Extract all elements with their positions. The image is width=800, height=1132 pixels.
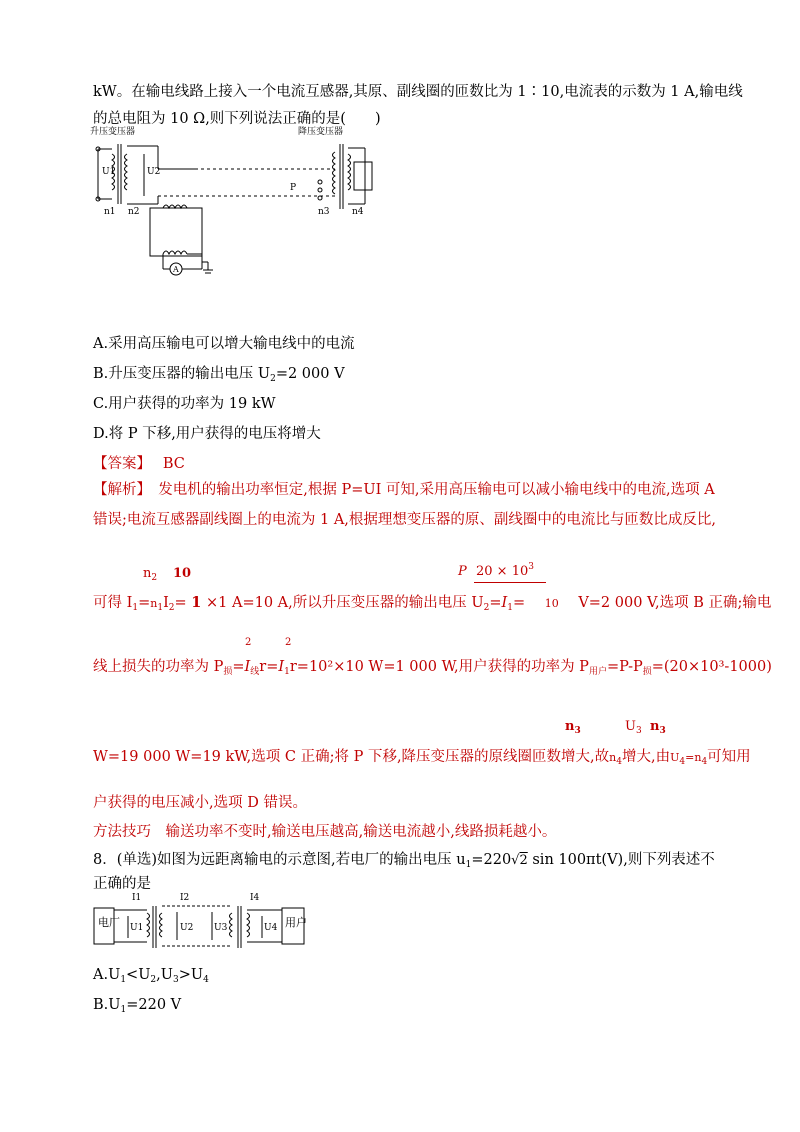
- user-label: 用户: [285, 916, 307, 929]
- analysis-line5: W=19 000 W=19 kW,选项 C 正确;将 P 下移,降压变压器的原线圈匝数增大,故$n_4$增大,由$U_4=n_4$可知用: [93, 749, 751, 767]
- label-n3: n3: [318, 207, 330, 217]
- q8-stem-line1: 8．(单选)如图为远距离输电的示意图,若电厂的输出电压 $u_1=220√2$ sin 100πt(V),则下列表述不: [93, 852, 715, 870]
- analysis-line2: 错误;电流互感器副线圈上的电流为 1 A,根据理想变压器的原、副线圈中的电流比与匝数比成反比,: [93, 512, 717, 528]
- step-up-label: 升压变压器: [90, 127, 136, 137]
- analysis-line6: 户获得的电压减小,选项 D 错误。: [93, 795, 307, 811]
- q7-option-c: C.用户获得的功率为 19 kW: [93, 396, 276, 412]
- q7-stem-line2: 的总电阻为 10 Ω,则下列说法正确的是( ): [93, 111, 381, 127]
- q8-option-b: $B.U_1=220$ V: [93, 997, 182, 1015]
- q8-option-a: $A.U_1<U_2,U_3>U_4$: [93, 967, 209, 985]
- q8-circuit-figure: [92, 888, 312, 958]
- analysis-line4: 线上损失的功率为 $P_损=I_线r=I_1r=10^2\times 10$ W=1 000 W,用户获得的功率为 $P_{用户}=P-P_损=(20\times 10^3-1000)$: [93, 659, 772, 677]
- analysis-line1: 【解析】 发电机的输出功率恒定,根据 P=UI 可知,采用高压输电可以减小输电线中的电流,选项 A: [93, 482, 715, 498]
- q7-option-a: A.采用高压输电可以增大输电线中的电流: [93, 336, 355, 352]
- label-n2: n2: [128, 207, 140, 217]
- method-line: 方法技巧 输送功率不变时,输送电压越高,输送电流越小,线路损耗越小。: [93, 824, 557, 840]
- label-n4: n4: [352, 207, 364, 217]
- q7-stem-line1: kW。在输电线路上接入一个电流互感器,其原、副线圈的匝数比为 1∶10,电流表的示数为 1 A,输电线: [93, 84, 743, 100]
- label-p: P: [290, 183, 297, 193]
- analysis-line3: 可得 $I_1=n_1I_2= 1 \times 1$ A=10 A,所以升压变压器的输出电压 $U_2=I_1= 10$ V=2 000 V,选项 B 正确;输电: [93, 594, 772, 613]
- step-down-label: 降压变压器: [298, 127, 344, 137]
- answer-line: 【答案】 BC: [93, 456, 185, 472]
- ammeter-label: A: [173, 265, 179, 274]
- q8-stem-line2: 正确的是: [93, 876, 151, 892]
- label-i4: I4: [250, 893, 260, 903]
- label-u4: U4: [264, 923, 278, 933]
- label-u3: U3: [214, 923, 228, 933]
- label-i2: I2: [180, 893, 190, 903]
- q7-option-d: D.将 P 下移,用户获得的电压将增大: [93, 426, 321, 442]
- label-u2: U2: [180, 923, 194, 933]
- label-u1: U1: [130, 923, 144, 933]
- label-n1: n1: [104, 207, 116, 217]
- q7-option-b: B.升压变压器的输出电压 $U_2=2$ 000 V: [93, 366, 345, 384]
- q7-circuit-figure: [90, 124, 390, 284]
- power-plant-label: 电厂: [98, 916, 120, 929]
- label-u1: U1: [102, 167, 116, 177]
- label-u2: U2: [147, 167, 161, 177]
- label-i1: I1: [132, 893, 142, 903]
